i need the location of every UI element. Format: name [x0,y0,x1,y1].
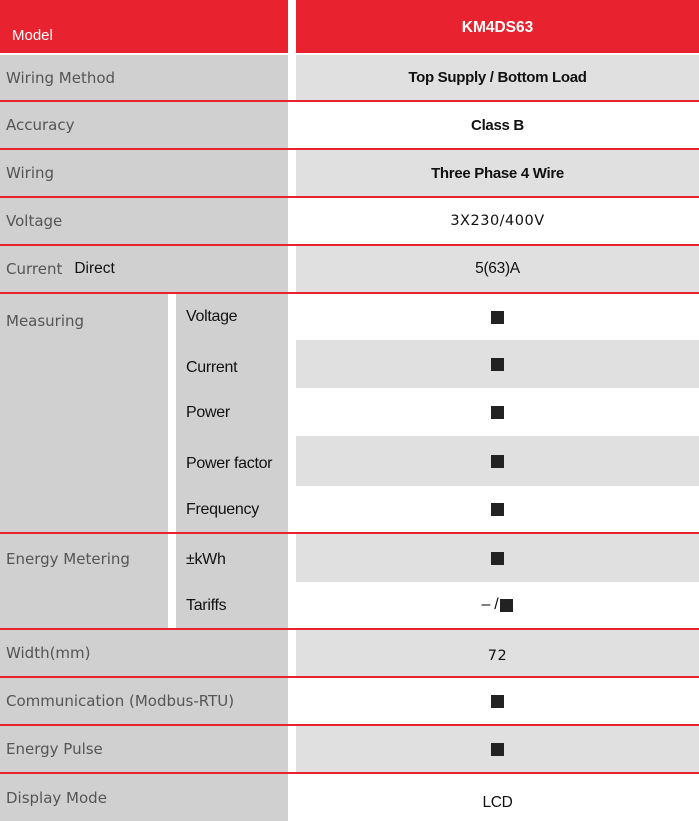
filled-square-icon [491,743,504,756]
row-wiring [0,150,699,196]
row-display-mode [0,774,699,821]
filled-square-icon [491,311,504,324]
row-wiring-method [0,55,699,100]
filled-square-icon [491,358,504,371]
communication-value [296,678,699,724]
measuring-item-power-factor: Power factor [186,455,273,472]
tariffs-prefix: – / [481,596,499,613]
voltage-label: Voltage [0,198,288,244]
width-value: 72 [487,648,508,664]
row-current [0,246,699,292]
display-mode-cell [296,774,699,821]
wiring-label: Wiring [0,150,288,196]
filled-square-icon [491,406,504,419]
row-communication [0,678,699,724]
row-voltage [0,198,699,244]
row-energy-pulse [0,726,699,772]
model-header-label [0,0,288,53]
current-sublabel: Direct [74,260,115,277]
row-accuracy [0,102,699,148]
current-value: 5(63)A [475,260,520,277]
current-cell [296,246,699,292]
energy-pulse-label: Energy Pulse [0,726,288,772]
filled-square-icon [500,599,513,612]
wiring-method-value: Top Supply / Bottom Load [408,69,587,86]
filled-square-icon [491,552,504,565]
filled-square-icon [491,695,504,708]
measuring-power-value [296,388,699,436]
model-label-text: Model [12,27,53,44]
energy-item-tariffs: Tariffs [186,597,227,614]
communication-label: Communication (Modbus-RTU) [0,678,288,724]
display-mode-value: LCD [482,793,513,811]
energy-metering-label: Energy Metering [0,534,168,628]
measuring-current-value [296,340,699,388]
energy-kwh-value [296,534,699,582]
current-label: Current [6,260,63,278]
wiring-cell [296,150,699,196]
wiring-method-label: Wiring Method [0,55,288,100]
measuring-item-voltage: Voltage [186,308,238,325]
model-value-text: KM4DS63 [461,19,534,36]
accuracy-cell [296,102,699,148]
width-label: Width(mm) [0,630,288,676]
measuring-item-power: Power [186,404,230,421]
row-width [0,630,699,676]
model-header-value [296,0,699,53]
energy-tariffs-value [296,582,699,628]
measuring-frequency-value [296,486,699,532]
measuring-label: Measuring [0,294,168,532]
accuracy-value: Class B [471,116,524,134]
measuring-power-factor-value [296,436,699,486]
current-label-cell [0,246,288,292]
measuring-voltage-value [296,294,699,340]
accuracy-label: Accuracy [0,102,288,148]
display-mode-label: Display Mode [0,774,288,821]
wiring-value: Three Phase 4 Wire [431,164,564,182]
filled-square-icon [491,455,504,468]
voltage-value: 3X230/400V [450,213,545,229]
energy-pulse-value [296,726,699,772]
energy-item-kwh: ±kWh [186,551,226,568]
voltage-cell [296,198,699,244]
filled-square-icon [491,503,504,516]
width-cell [296,630,699,676]
measuring-item-current: Current [186,359,238,376]
wiring-method-cell [296,55,699,100]
measuring-item-frequency: Frequency [186,501,259,518]
